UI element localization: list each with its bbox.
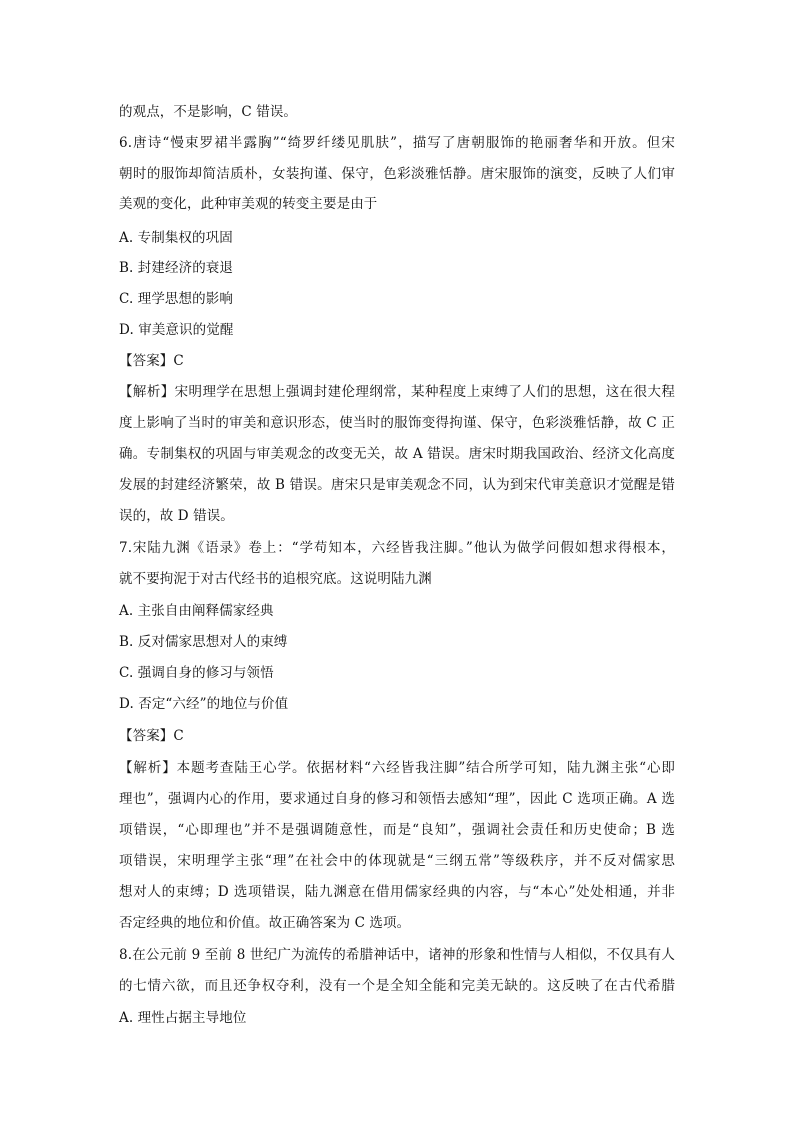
q7-analysis-line-1: 【解析】本题考查陆王心学。依据材料“六经皆我注脚”结合所学可知，陆九渊主张“心即	[119, 760, 675, 776]
q6-option-b: B. 封建经济的衰退	[119, 260, 234, 276]
q7-stem-line-2: 就不要拘泥于对古代经书的追根究底。这说明陆九渊	[119, 571, 432, 587]
q6-stem-line-2: 朝时的服饰却简洁质朴，女装拘谨、保守，色彩淡雅恬静。唐宋服饰的演变，反映了人们审	[119, 166, 675, 182]
q7-analysis-line-4: 项错误，宋明理学主张“理”在社会中的体现就是“三纲五常”等级秩序，并不反对儒家思	[119, 853, 675, 869]
q8-stem-line-2: 的七情六欲，而且还争权夺利，没有一个是全知全能和完美无缺的。这反映了在古代希腊	[119, 978, 675, 994]
q7-option-c: C. 强调自身的修习与领悟	[119, 665, 274, 681]
q6-answer: 【答案】C	[119, 353, 184, 369]
q6-analysis-line-5: 误的，故 D 错误。	[119, 508, 234, 524]
q7-stem-line-1: 7.宋陆九渊《语录》卷上：“学苟知本，六经皆我注脚。”他认为做学问假如想求得根本，	[119, 540, 675, 556]
q7-analysis-line-6: 否定经典的地位和价值。故正确答案为 C 选项。	[119, 915, 411, 931]
q7-option-b: B. 反对儒家思想对人的束缚	[119, 634, 288, 650]
q6-stem-line-3: 美观的变化，此种审美观的转变主要是由于	[119, 196, 378, 212]
q8-option-a: A. 理性占据主导地位	[119, 1010, 247, 1026]
q7-option-a: A. 主张自由阐释儒家经典	[119, 603, 274, 619]
q7-option-d: D. 否定“六经”的地位与价值	[119, 696, 289, 712]
q6-option-d: D. 审美意识的觉醒	[119, 322, 234, 338]
q6-option-c: C. 理学思想的影响	[119, 291, 233, 307]
q6-option-a: A. 专制集权的巩固	[119, 230, 233, 246]
q6-analysis-line-3: 确。专制集权的巩固与审美观念的改变无关，故 A 错误。唐宋时期我国政治、经济文化高度	[119, 446, 675, 462]
q7-analysis-line-3: 项错误，“心即理也”并不是强调随意性，而是“良知”，强调社会责任和历史使命；B 选	[119, 822, 675, 838]
q6-analysis-line-1: 【解析】宋明理学在思想上强调封建伦理纲常，某种程度上束缚了人们的思想，这在很大程	[119, 384, 675, 400]
q5-analysis-tail: 的观点，不是影响，C 错误。	[119, 104, 298, 120]
q7-analysis-line-5: 想对人的束缚；D 选项错误，陆九渊意在借用儒家经典的内容，与“本心”处处相通，并非	[119, 884, 675, 900]
q7-answer: 【答案】C	[119, 728, 184, 744]
q6-stem-line-1: 6.唐诗“慢束罗裙半露胸”“绮罗纤缕见肌肤”，描写了唐朝服饰的艳丽奢华和开放。但宋	[119, 135, 675, 151]
q6-analysis-line-2: 度上影响了当时的审美和意识形态，使当时的服饰变得拘谨、保守，色彩淡雅恬静，故 C 正	[119, 415, 675, 431]
q6-analysis-line-4: 发展的封建经济繁荣，故 B 错误。唐宋只是审美观念不同，认为到宋代审美意识才觉醒是错	[119, 477, 675, 493]
q7-analysis-line-2: 理也”，强调内心的作用，要求通过自身的修习和领悟去感知“理”，因此 C 选项正确。A 选	[119, 791, 675, 807]
q8-stem-line-1: 8.在公元前 9 至前 8 世纪广为流传的希腊神话中，诸神的形象和性情与人相似，不仅具有人	[119, 947, 675, 963]
